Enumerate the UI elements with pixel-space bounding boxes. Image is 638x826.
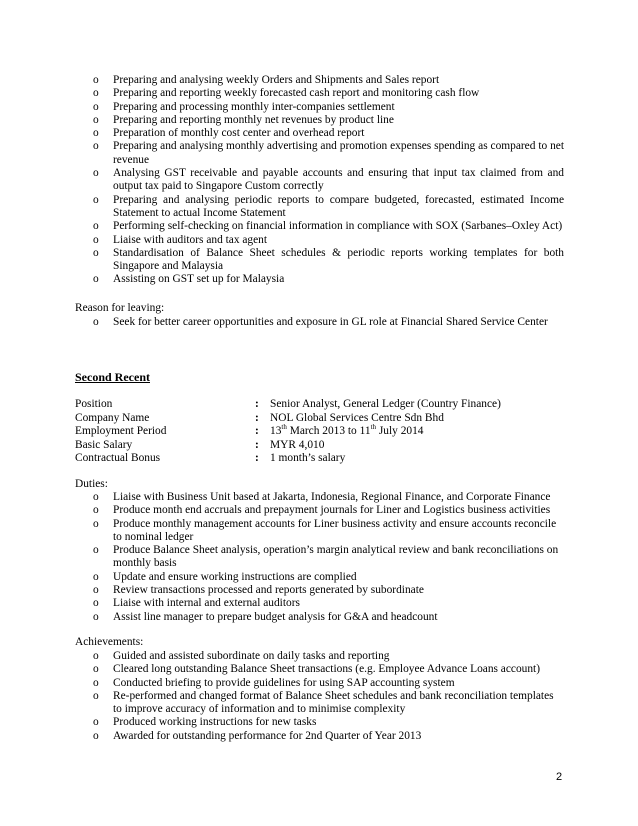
- list-item: [0, 571, 638, 584]
- bullet-icon: o: [93, 584, 99, 597]
- detail-value: NOL Global Services Centre Sdn Bhd: [270, 412, 444, 424]
- detail-value: Senior Analyst, General Ledger (Country Finance): [270, 398, 501, 410]
- bullet-icon: o: [93, 74, 99, 86]
- bullet-icon: o: [93, 570, 99, 583]
- bullet-icon: o: [93, 127, 99, 140]
- detail-label: Position: [75, 398, 113, 410]
- bullet-icon: o: [93, 716, 99, 729]
- list-item-text: Cleared long outstanding Balance Sheet transactions (e.g. Employee Advance Loans account): [113, 663, 541, 676]
- list-item: [0, 677, 638, 690]
- list-item: [0, 316, 638, 329]
- detail-label: Employment Period: [75, 425, 167, 437]
- bullet-icon: o: [93, 610, 99, 623]
- list-item-text: Assist line manager to prepare budget analysis for G&A and headcount: [113, 610, 438, 623]
- ordinal-suffix: th: [281, 423, 287, 432]
- value-part: March 2013 to 11: [286, 425, 371, 437]
- bullet-icon: o: [93, 113, 99, 126]
- list-item: [0, 650, 638, 663]
- list-item: [0, 87, 638, 100]
- list-item: [0, 273, 638, 286]
- list-item-text: Produce month end accruals and prepayment journals for Liner and Logistics business activities: [113, 504, 551, 517]
- bullet-icon: o: [93, 491, 99, 503]
- list-item: [0, 518, 638, 545]
- ordinal-suffix: th: [370, 423, 377, 432]
- detail-label: Basic Salary: [75, 439, 133, 451]
- list-item-text: Produce Balance Sheet analysis, operation’s margin analytical review and bank reconciliations on monthly basis: [113, 544, 559, 570]
- list-item: [0, 247, 638, 274]
- list-item-text: Review transactions processed and reports generated by subordinate: [113, 584, 424, 597]
- detail-row: [75, 439, 575, 453]
- list-item: [0, 584, 638, 597]
- bullet-icon: o: [93, 273, 99, 286]
- detail-colon: :: [255, 425, 259, 437]
- list-item-text: Preparing and reporting monthly net revenues by product line: [113, 113, 394, 126]
- list-item: [0, 220, 638, 233]
- list-item-text: Conducted briefing to provide guidelines for using SAP accounting system: [113, 676, 455, 689]
- list-item: [0, 114, 638, 127]
- duties-list: [0, 491, 638, 624]
- bullet-icon: o: [93, 167, 99, 180]
- detail-colon: :: [255, 398, 259, 410]
- list-item-text: Guided and assisted subordinate on daily tasks and reporting: [113, 650, 390, 662]
- bullet-icon: o: [93, 689, 99, 702]
- list-item: [0, 597, 638, 610]
- list-item: [0, 663, 638, 676]
- bullet-icon: o: [93, 517, 99, 530]
- bullet-icon: o: [93, 100, 99, 113]
- duties-list: [0, 74, 638, 287]
- list-item-text: Seek for better career opportunities and exposure in GL role at Financial Shared Service Center: [113, 316, 548, 328]
- list-item-text: Preparing and processing monthly inter-companies settlement: [113, 100, 395, 113]
- bullet-icon: o: [93, 193, 99, 206]
- detail-label: Contractual Bonus: [75, 452, 161, 464]
- bullet-icon: o: [93, 140, 99, 153]
- reason-label: Reason for leaving:: [75, 302, 165, 314]
- value-part: July 2014: [376, 425, 424, 437]
- detail-row: [75, 398, 575, 412]
- section-title: Second Recent: [75, 370, 150, 384]
- bullet-icon: o: [93, 87, 99, 100]
- bullet-icon: o: [93, 544, 99, 557]
- achievements-section: [0, 650, 638, 743]
- previous-role-duties: [0, 74, 638, 287]
- list-item: [0, 140, 638, 167]
- detail-row: [75, 425, 575, 439]
- bullet-icon: o: [93, 676, 99, 689]
- detail-colon: :: [255, 452, 259, 464]
- bullet-icon: o: [93, 246, 99, 259]
- bullet-icon: o: [93, 663, 99, 676]
- second-recent-duties: [0, 491, 638, 624]
- value-part: 13: [270, 425, 282, 437]
- list-item: [0, 544, 638, 571]
- list-item: [0, 690, 638, 717]
- list-item-text: Liaise with auditors and tax agent: [113, 233, 268, 246]
- detail-colon: :: [255, 439, 259, 451]
- detail-value: 1 month’s salary: [270, 452, 346, 464]
- list-item-text: Performing self-checking on financial information in compliance with SOX (Sarbanes–Oxley Act): [113, 220, 563, 233]
- bullet-icon: o: [93, 233, 99, 246]
- list-item: [0, 491, 638, 504]
- list-item: [0, 101, 638, 114]
- detail-label: Company Name: [75, 412, 150, 424]
- list-item-text: Re-performed and changed format of Balance Sheet schedules and bank reconciliation templates to improve accuracy of information and to minimise complexity: [113, 689, 554, 716]
- duties-label: Duties:: [75, 478, 108, 490]
- list-item: [0, 611, 638, 624]
- list-item: [0, 716, 638, 729]
- list-item-text: Produced working instructions for new tasks: [113, 716, 317, 729]
- bullet-icon: o: [93, 316, 99, 328]
- list-item-text: Assisting on GST set up for Malaysia: [113, 273, 285, 286]
- detail-row: [75, 452, 575, 466]
- bullet-icon: o: [93, 650, 99, 662]
- list-item: [0, 194, 638, 221]
- list-item: [0, 504, 638, 517]
- list-item-text: Analysing GST receivable and payable accounts and ensuring that input tax claimed from and output tax paid to Singapore Custom correctly: [113, 167, 564, 193]
- list-item: [0, 730, 638, 743]
- page-number: 2: [556, 771, 563, 783]
- list-item-text: Preparing and analysing monthly advertising and promotion expenses spending as compared to net revenue: [113, 140, 564, 166]
- list-item-text: Preparation of monthly cost center and overhead report: [113, 127, 365, 140]
- detail-value: MYR 4,010: [270, 439, 325, 451]
- reason-list: [0, 316, 638, 329]
- list-item: [0, 167, 638, 194]
- list-item-text: Liaise with internal and external auditors: [113, 597, 300, 610]
- bullet-icon: o: [93, 597, 99, 610]
- list-item-text: Awarded for outstanding performance for 2nd Quarter of Year 2013: [113, 729, 422, 742]
- list-item: [0, 74, 638, 87]
- list-item-text: Liaise with Business Unit based at Jakarta, Indonesia, Regional Finance, and Corporate Finance: [113, 491, 551, 503]
- bullet-icon: o: [93, 504, 99, 517]
- list-item: [0, 127, 638, 140]
- list-item-text: Produce monthly management accounts for Liner business activity and ensure accounts reconcile to nominal ledger: [113, 517, 557, 543]
- reason-section: [0, 316, 638, 329]
- list-item-text: Standardisation of Balance Sheet schedules & periodic reports working templates for both Singapore and Malaysia: [113, 246, 564, 273]
- detail-colon: :: [255, 412, 259, 424]
- detail-row: [75, 412, 575, 426]
- list-item-text: Preparing and analysing weekly Orders and Shipments and Sales report: [113, 74, 440, 86]
- detail-value: [270, 425, 424, 438]
- list-item-text: Preparing and analysing periodic reports to compare budgeted, forecasted, estimated Income Statement to actual Income Statement: [113, 193, 564, 219]
- list-item-text: Preparing and reporting weekly forecasted cash report and monitoring cash flow: [113, 87, 480, 100]
- achievements-list: [0, 650, 638, 743]
- achievements-label: Achievements:: [75, 636, 144, 648]
- bullet-icon: o: [93, 220, 99, 233]
- list-item: [0, 234, 638, 247]
- list-item-text: Update and ensure working instructions are complied: [113, 570, 357, 583]
- bullet-icon: o: [93, 729, 99, 742]
